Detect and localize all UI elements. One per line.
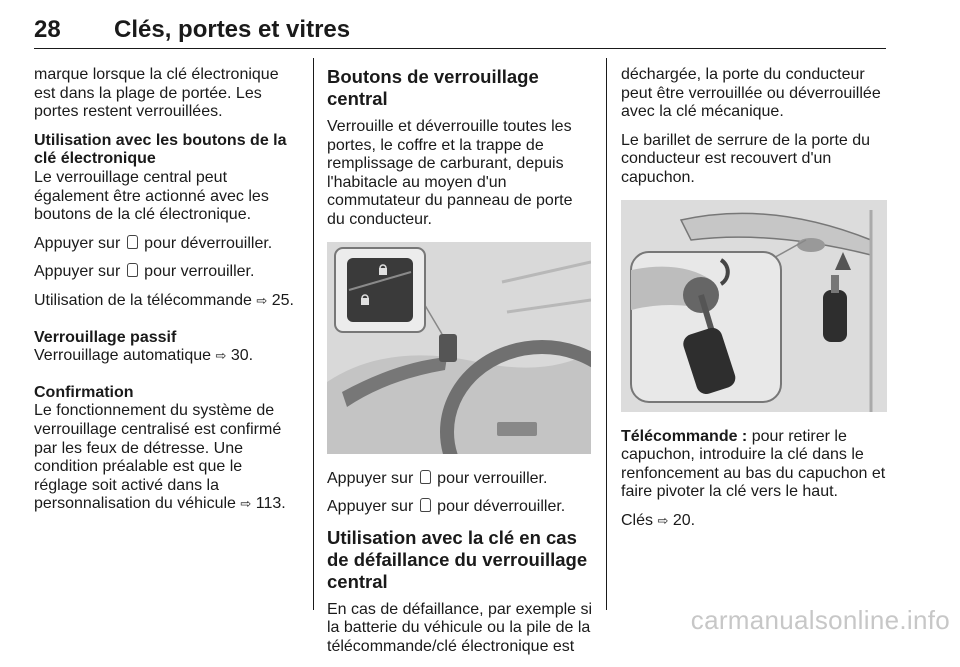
column-divider-left xyxy=(313,58,314,610)
reference-arrow-icon: ⇨ xyxy=(240,496,252,512)
section-text-remote-buttons: Le verrouillage central peut également être actionné avec les boutons de la clé électronique. xyxy=(34,168,269,224)
reference-arrow-icon: ⇨ xyxy=(657,512,669,528)
unlock-icon xyxy=(420,498,431,512)
lock-icon xyxy=(420,470,431,484)
page-number: 28 xyxy=(34,16,61,43)
watermark: carmanualsonline.info xyxy=(690,605,950,635)
column-right xyxy=(621,66,887,541)
keys-reference: Clés ⇨ 20. xyxy=(621,511,696,529)
remote-reference: Utilisation de la télécommande ⇨ 25. xyxy=(34,291,294,309)
door-switch-illustration xyxy=(327,242,591,454)
instruction-unlock-switch: Appuyer sur pour déverrouiller. xyxy=(327,498,566,516)
instruction-lock: Appuyer sur pour verrouiller. xyxy=(34,263,255,281)
section-title-passive-locking: Verrouillage passif xyxy=(34,328,177,346)
unlock-icon xyxy=(127,235,138,249)
column-divider-right xyxy=(606,58,607,610)
section-title-remote-buttons: Utilisation avec les boutons de la clé électronique xyxy=(34,131,287,168)
column-left xyxy=(34,66,299,524)
mechanical-key-text: déchargée, la porte du conducteur peut être verrouillée ou déverrouillée avec la clé mécanique. xyxy=(621,66,881,121)
intro-paragraph: marque lorsque la clé électronique est dans la plage de portée. Les portes restent verrouillées. xyxy=(34,66,279,121)
link-page-30[interactable]: 30. xyxy=(230,347,254,365)
instruction-lock-switch: Appuyer sur pour verrouiller. xyxy=(327,469,548,487)
chapter-title: Clés, portes et vitres xyxy=(114,16,351,43)
key-cylinder-illustration xyxy=(621,200,887,412)
link-page-113[interactable]: 113. xyxy=(255,495,286,513)
confirmation-text: Le fonctionnement du système de verrouillage centralisé est confirmé par les feux de détresse. Une condition préalable est que le réglage soit activé dans la personnalisation du véhicule ⇨ 113. xyxy=(34,402,286,513)
failure-description: En cas de défaillance, par exemple si la batterie du véhicule ou la pile de la télécommande/clé électronique est xyxy=(327,600,593,655)
lock-icon xyxy=(127,263,138,277)
reference-arrow-icon: ⇨ xyxy=(256,292,268,308)
link-page-25[interactable]: 25. xyxy=(271,291,294,309)
column-middle xyxy=(327,66,593,667)
passive-locking-reference: Verrouillage automatique ⇨ 30. xyxy=(34,347,254,365)
central-lock-description: Verrouille et déverrouille toutes les portes, le coffre et la trappe de remplissage de carburant, depuis l'habitacle au moyen d'un commutateur du panneau de porte du conducteur. xyxy=(327,118,573,228)
heading-central-lock-failure: Utilisation avec la clé en cas de défaillance du verrouillage central xyxy=(327,526,588,592)
link-page-20[interactable]: 20. xyxy=(672,511,696,529)
instruction-unlock: Appuyer sur pour déverrouiller. xyxy=(34,234,273,252)
section-title-confirmation: Confirmation xyxy=(34,383,134,401)
page-header xyxy=(34,8,886,49)
lock-cylinder-text: Le barillet de serrure de la porte du conducteur est recouvert d'un capuchon. xyxy=(621,131,871,186)
remote-caption: Télécommande : pour retirer le capuchon, introduire la clé dans le renfoncement au bas du capuchon et faire pivoter la clé vers le haut. xyxy=(621,427,886,501)
heading-central-lock-buttons: Boutons de verrouillage central xyxy=(327,66,539,109)
reference-arrow-icon: ⇨ xyxy=(215,348,227,364)
